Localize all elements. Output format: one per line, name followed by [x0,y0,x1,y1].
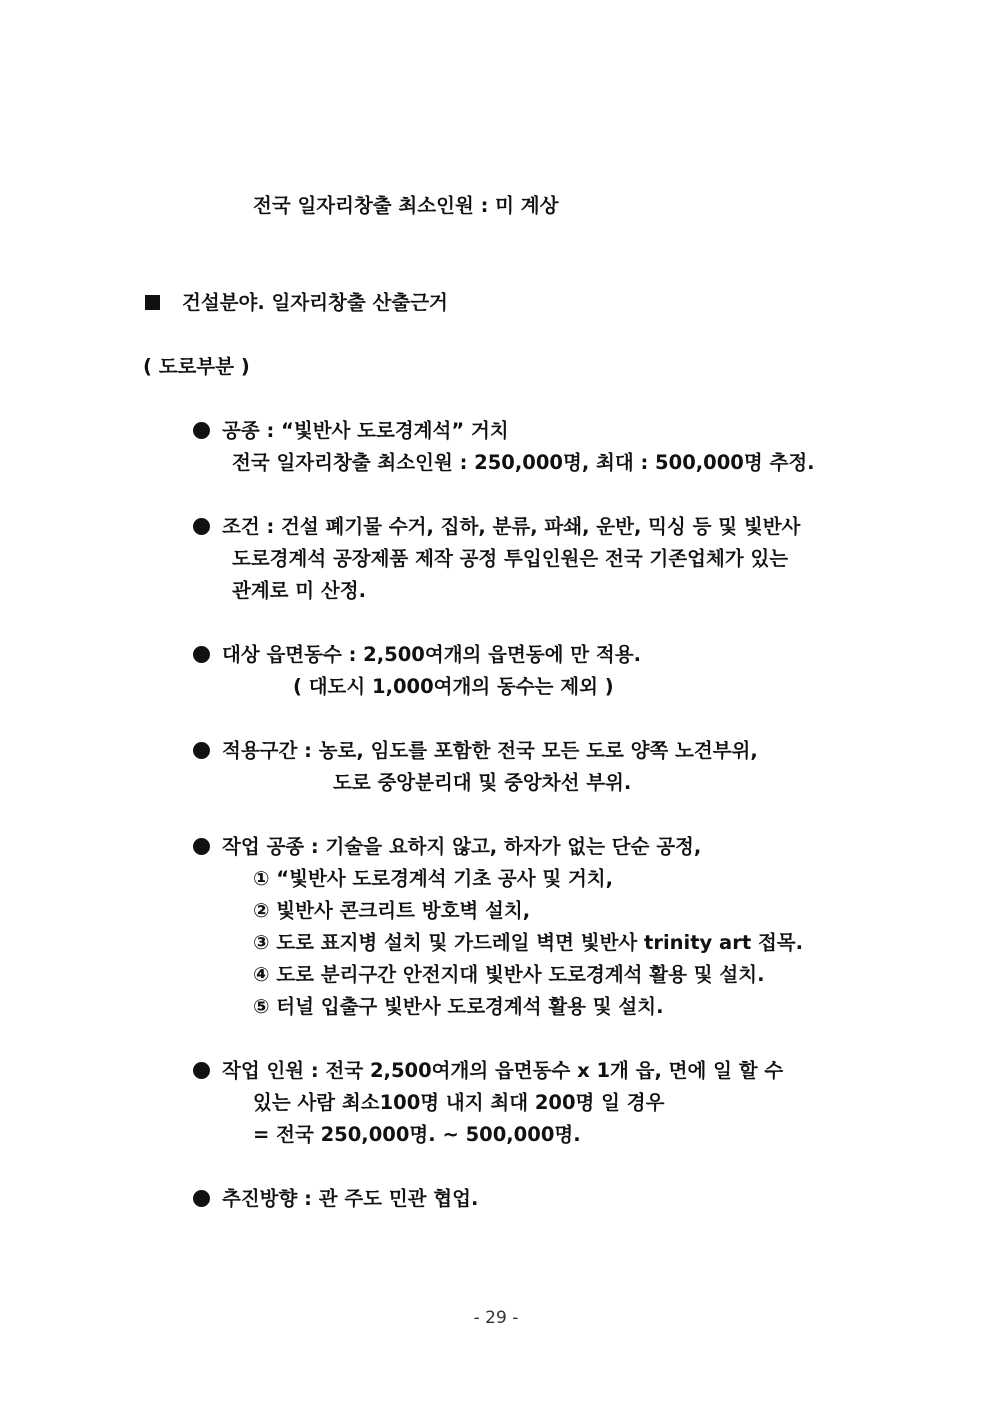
bullet-item-line: 도로경계석 공장제품 제작 공정 투입인원은 전국 기존업체가 있는 [232,547,789,570]
section-heading [145,289,448,317]
sub-item: ③ 도로 표지병 설치 및 가드레일 벽면 빛반사 trinity art 접목. [253,931,804,954]
bullet-item-line: 관계로 미 산정. [232,579,367,602]
section-title: 건설분야. 일자리창출 산출근거 [182,291,448,314]
sub-item: ④ 도로 분리구간 안전지대 빛반사 도로경계석 활용 및 설치. [253,963,765,986]
bullet-item-line: ( 대도시 1,000여개의 동수는 제외 ) [293,675,614,698]
bullet-icon [193,838,210,855]
bullet-item-line: = 전국 250,000명. ~ 500,000명. [253,1123,581,1146]
bullet-item: 적용구간 : 농로, 임도를 포함한 전국 모든 도로 양쪽 노견부위, [193,737,758,765]
bullet-icon [193,646,210,663]
bullet-item: 추진방향 : 관 주도 민관 협업. [193,1185,478,1213]
summary-line: 전국 일자리창출 최소인원 : 미 계상 [253,194,559,217]
page-number: - 29 - [473,1308,519,1328]
bullet-item-line: 전국 일자리창출 최소인원 : 250,000명, 최대 : 500,000명 추정. [232,451,815,474]
sub-item: ⑤ 터널 입출구 빛반사 도로경계석 활용 및 설치. [253,995,664,1018]
bullet-item-line: 있는 사람 최소100명 내지 최대 200명 일 경우 [253,1091,665,1114]
bullet-item: 작업 인원 : 전국 2,500여개의 읍면동수 x 1개 읍, 면에 일 할 수 [193,1057,783,1085]
bullet-icon [193,1062,210,1079]
bullet-item: 공종 : “빛반사 도로경계석” 거치 [193,417,509,445]
bullet-icon [193,518,210,535]
sub-item: ① “빛반사 도로경계석 기초 공사 및 거치, [253,867,614,890]
bullet-icon [193,422,210,439]
bullet-item-line: 도로 중앙분리대 및 중앙차선 부위. [333,771,632,794]
sub-item: ② 빛반사 콘크리트 방호벽 설치, [253,899,531,922]
subsection-label: ( 도로부분 ) [143,355,250,378]
bullet-icon [193,1190,210,1207]
bullet-item: 작업 공종 : 기술을 요하지 않고, 하자가 없는 단순 공정, [193,833,701,861]
bullet-item: 조건 : 건설 폐기물 수거, 집하, 분류, 파쇄, 운반, 믹싱 등 및 빛반사 [193,513,800,541]
square-bullet-icon [145,295,160,310]
bullet-item: 대상 읍면동수 : 2,500여개의 읍면동에 만 적용. [193,641,641,669]
bullet-icon [193,742,210,759]
